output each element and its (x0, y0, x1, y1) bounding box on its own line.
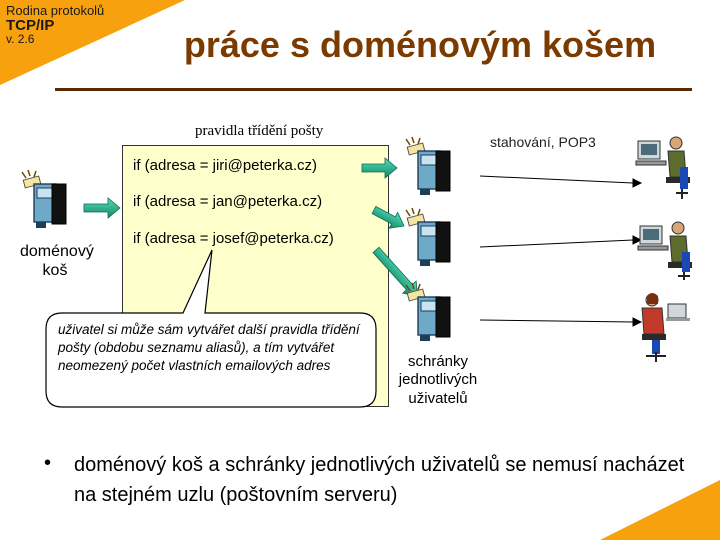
series-line-1: Rodina protokolů (6, 3, 105, 18)
mailbox-jiri-icon (406, 137, 450, 195)
user-computer-icon (642, 293, 690, 362)
mailboxes-line-1: schránky (407, 353, 469, 370)
callout-text: uživatel si může sám vytvářet další pravidla třídění pošty (obdobu seznamu aliasů), a tím vytvářet neomezený počet vlastních emailových adres (58, 322, 360, 373)
rules-title: pravidla třídění pošty (195, 123, 324, 139)
mailboxes-line-3: uživatelů (408, 389, 468, 407)
domain-bin-line-2: koš (42, 262, 68, 280)
domain-bin-line-1: doménový (20, 243, 94, 260)
bullet-marker: • (44, 452, 52, 474)
rule-jan: if (adresa = jan@peterka.cz) (133, 193, 323, 210)
series-line-2: TCP/IP (6, 16, 55, 34)
mailboxes-line-2: jednotlivých (398, 371, 478, 389)
user-computer-icon (638, 222, 692, 280)
user-computer-icon (636, 137, 690, 199)
slide-title: práce s doménovým košem (183, 24, 657, 65)
download-label: stahování, POP3 (490, 134, 596, 150)
rule-jiri: if (adresa = jiri@peterka.cz) (133, 157, 318, 174)
mailboxes-label (378, 353, 498, 408)
bullet-text: doménový koš a schránky jednotlivých uživatelů se nemusí nacházet na stejném uzlu (poštovním serveru) (74, 454, 685, 506)
domain-bin-label (20, 242, 94, 280)
mailbox-jan-icon (406, 208, 450, 266)
rule-josef: if (adresa = josef@peterka.cz) (133, 230, 334, 247)
mailbox-josef-icon (406, 283, 450, 341)
domain-bin-icon (22, 170, 66, 228)
series-version: v. 2.6 (6, 32, 35, 47)
